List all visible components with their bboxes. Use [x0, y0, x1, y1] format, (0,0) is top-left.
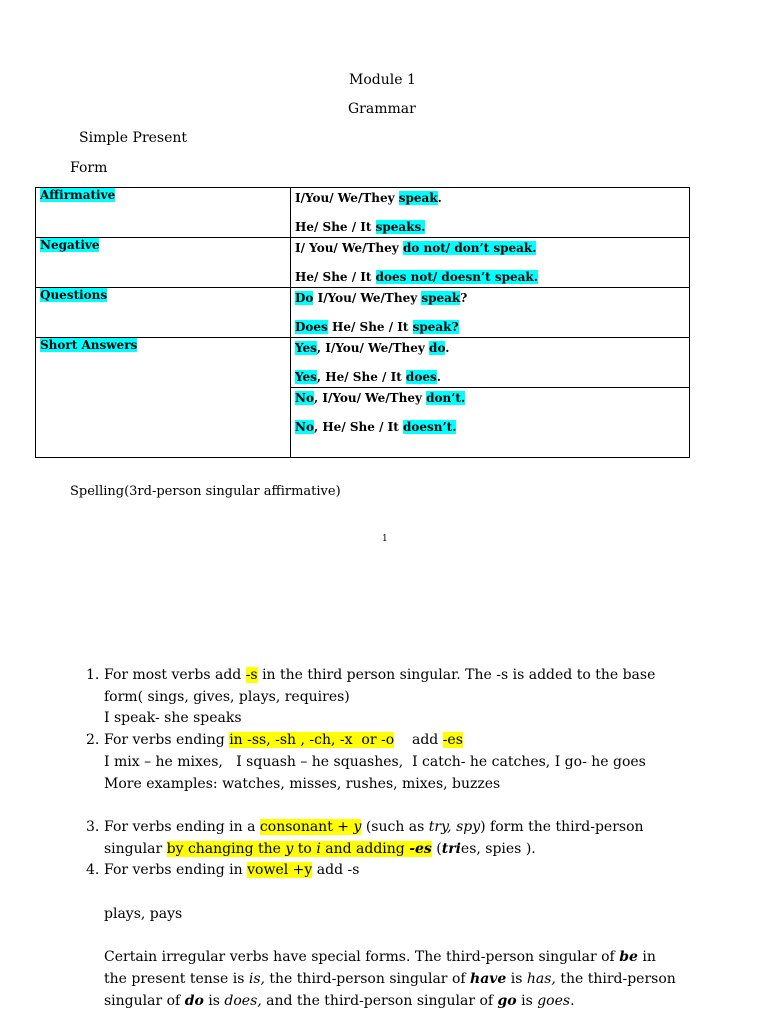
rule-1-line-3: I speak- she speaks — [104, 710, 242, 726]
table-row — [36, 338, 690, 388]
note-line-3: singular of do is does, and the third-person singular of go is goes. — [104, 993, 575, 1009]
rule-number: 1. — [86, 667, 100, 683]
table-cell-line: I/You/ We/They speak. — [295, 191, 442, 205]
rule-1-line-2: form( sings, gives, plays, requires) — [104, 689, 350, 705]
note-line-1: Certain irregular verbs have special forms. The third-person singular of be in — [104, 949, 656, 965]
rule-3-line-2: singular by changing the y to i and adding -es (tries, spies ). — [104, 841, 536, 857]
table-cell-line: He/ She / It speaks. — [295, 220, 426, 234]
table-cell-line: He/ She / It does not/ doesn’t speak. — [295, 270, 538, 284]
rule-number: 4. — [86, 862, 100, 878]
module-title: Module 1 — [349, 72, 416, 88]
table-cell-line: I/ You/ We/They do not/ don’t speak. — [295, 241, 537, 255]
rule-4-examples: plays, pays — [104, 906, 183, 922]
rule-2-line-1: For verbs ending in -ss, -sh , -ch, -x or -o add -es — [104, 732, 463, 748]
rule-number: 3. — [86, 819, 100, 835]
table-cell-line: Does He/ She / It speak? — [295, 320, 459, 334]
rule-3-line-1: For verbs ending in a consonant + y (such as try, spy) form the third-person — [104, 819, 644, 835]
rule-2-line-3: More examples: watches, misses, rushes, mixes, buzzes — [104, 776, 501, 792]
subtopic-title: Form — [70, 160, 108, 176]
rule-4-line-1: For verbs ending in vowel +y add -s — [104, 862, 360, 878]
rule-number: 2. — [86, 732, 100, 748]
table-row — [36, 238, 690, 288]
table-cell-line: No, He/ She / It doesn’t. — [295, 420, 457, 434]
table-cell-line: No, I/You/ We/They don’t. — [295, 391, 466, 405]
row-label-negative: Negative — [40, 238, 100, 252]
table-cell-line: Do I/You/ We/They speak? — [295, 291, 468, 305]
row-label-short-answers: Short Answers — [40, 338, 138, 352]
row-label-affirmative: Affirmative — [40, 188, 116, 202]
spelling-heading: Spelling(3rd-person singular affirmative) — [70, 484, 341, 499]
table-cell-line: Yes, I/You/ We/They do. — [295, 341, 450, 355]
table-row — [36, 188, 690, 238]
table-cell-line: Yes, He/ She / It does. — [295, 370, 441, 384]
table-row — [36, 288, 690, 338]
form-table — [35, 187, 690, 458]
topic-title: Simple Present — [79, 130, 188, 146]
rule-2-line-2: I mix – he mixes, I squash – he squashes, I catch- he catches, I go- he goes — [104, 754, 646, 770]
row-label-questions: Questions — [40, 288, 108, 302]
rule-1-line-1: For most verbs add -s in the third person singular. The -s is added to the base — [104, 667, 656, 683]
section-title: Grammar — [348, 101, 416, 117]
page-number: 1 — [382, 534, 388, 544]
note-line-2: the present tense is is, the third-person singular of have is has, the third-person — [104, 971, 676, 987]
